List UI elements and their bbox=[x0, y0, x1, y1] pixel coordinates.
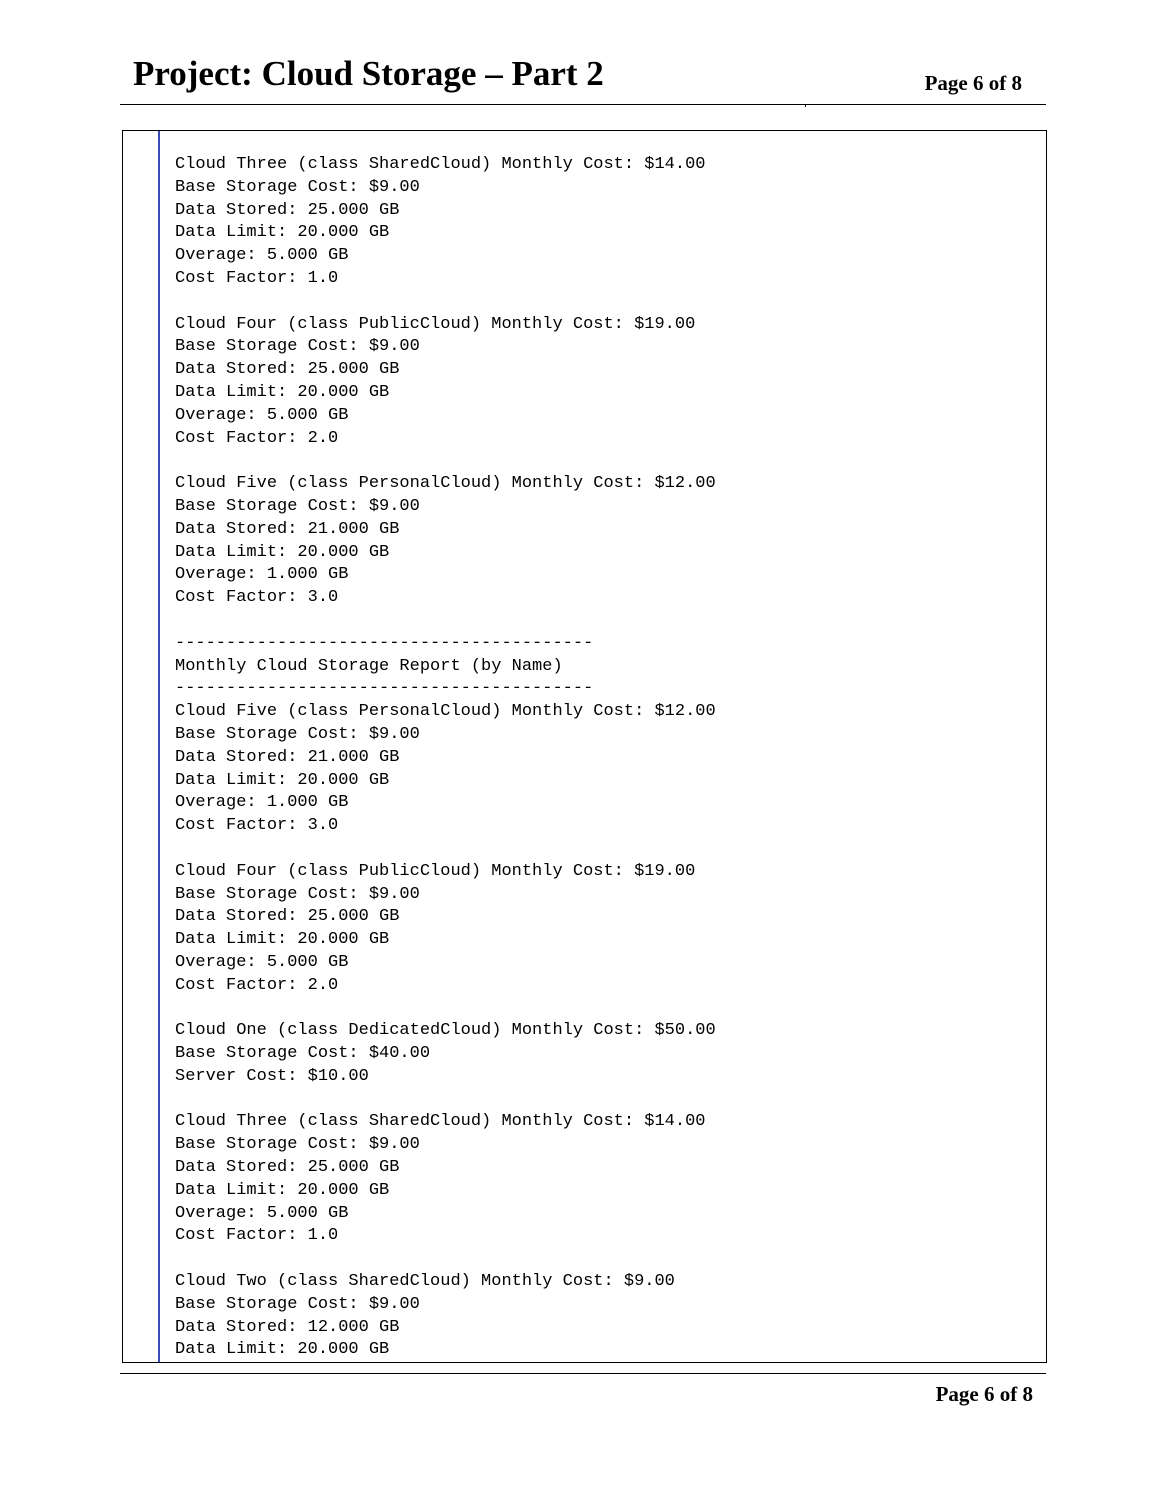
program-output-box bbox=[122, 130, 1047, 1363]
output-line: Cost Factor: 3.0 bbox=[175, 588, 339, 608]
output-line: ----------------------------------------- bbox=[175, 633, 594, 653]
output-line: Cloud Three (class SharedCloud) Monthly Cost: $14.00 bbox=[175, 155, 706, 174]
output-line bbox=[175, 1248, 716, 1271]
output-line: ----------------------------------------- bbox=[175, 679, 594, 699]
header-divider-tick bbox=[805, 104, 806, 107]
program-output-lines bbox=[175, 154, 716, 1362]
output-line: Cloud Four (class PublicCloud) Monthly Cost: $19.00 bbox=[175, 314, 696, 334]
output-line: Base Storage Cost: $9.00 bbox=[175, 337, 420, 357]
output-line: Overage: 5.000 GB bbox=[175, 405, 349, 425]
output-line: Data Limit: 20.000 GB bbox=[175, 1340, 390, 1360]
footer-page-number: Page 6 of 8 bbox=[935, 1382, 1033, 1406]
output-line bbox=[175, 450, 716, 473]
output-line: Cloud One (class DedicatedCloud) Monthly Cost: $50.00 bbox=[175, 1021, 716, 1041]
output-line: Data Limit: 20.000 GB bbox=[175, 770, 390, 790]
output-line: Monthly Cloud Storage Report (by Name) bbox=[175, 656, 563, 676]
output-line: Data Limit: 20.000 GB bbox=[175, 223, 390, 243]
output-line: Base Storage Cost: $9.00 bbox=[175, 177, 420, 197]
page-title: Project: Cloud Storage – Part 2 bbox=[133, 54, 604, 93]
output-line: Base Storage Cost: $9.00 bbox=[175, 496, 420, 516]
output-line: Base Storage Cost: $9.00 bbox=[175, 884, 420, 904]
output-line: Data Stored: 21.000 GB bbox=[175, 747, 400, 767]
output-line: Data Limit: 20.000 GB bbox=[175, 930, 390, 950]
output-line: Cloud Five (class PersonalCloud) Monthly Cost: $12.00 bbox=[175, 702, 716, 722]
header-page-number: Page 6 of 8 bbox=[924, 71, 1022, 95]
output-line: Overage: 5.000 GB bbox=[175, 246, 349, 266]
code-gutter-line bbox=[158, 131, 160, 1362]
output-line: Base Storage Cost: $9.00 bbox=[175, 724, 420, 744]
output-line: Cost Factor: 1.0 bbox=[175, 268, 339, 288]
output-line: Data Stored: 25.000 GB bbox=[175, 907, 400, 927]
output-line: Cost Factor: 2.0 bbox=[175, 975, 339, 995]
output-line: Base Storage Cost: $9.00 bbox=[175, 1294, 420, 1314]
output-line bbox=[175, 291, 716, 314]
header-divider bbox=[120, 104, 1046, 105]
output-line: Data Stored: 25.000 GB bbox=[175, 360, 400, 380]
output-line: Overage: 1.000 GB bbox=[175, 793, 349, 813]
output-line bbox=[175, 997, 716, 1020]
output-line: Cost Factor: 2.0 bbox=[175, 428, 339, 448]
output-line: Overage: 5.000 GB bbox=[175, 1203, 349, 1223]
output-line bbox=[175, 610, 716, 633]
output-line: Base Storage Cost: $9.00 bbox=[175, 1135, 420, 1155]
output-line: Overage: 5.000 GB bbox=[175, 952, 349, 972]
output-line bbox=[175, 1089, 716, 1112]
output-line: Data Limit: 20.000 GB bbox=[175, 1180, 390, 1200]
output-line: Cloud Five (class PersonalCloud) Monthly Cost: $12.00 bbox=[175, 474, 716, 494]
output-line: Cloud Three (class SharedCloud) Monthly Cost: $14.00 bbox=[175, 1112, 706, 1132]
output-line: Overage: 1.000 GB bbox=[175, 565, 349, 585]
output-line: Data Limit: 20.000 GB bbox=[175, 542, 390, 562]
output-line: Cloud Four (class PublicCloud) Monthly Cost: $19.00 bbox=[175, 861, 696, 881]
footer-divider bbox=[120, 1373, 1046, 1374]
output-line: Data Stored: 12.000 GB bbox=[175, 1317, 400, 1337]
output-line: Data Stored: 25.000 GB bbox=[175, 1158, 400, 1178]
output-line: Cloud Two (class SharedCloud) Monthly Cost: $9.00 bbox=[175, 1272, 675, 1292]
output-line: Cost Factor: 1.0 bbox=[175, 1226, 339, 1246]
output-line: Cost Factor: 3.0 bbox=[175, 816, 339, 836]
output-line: Base Storage Cost: $40.00 bbox=[175, 1044, 431, 1064]
output-line: Data Stored: 21.000 GB bbox=[175, 519, 400, 539]
output-line: Data Stored: 25.000 GB bbox=[175, 200, 400, 220]
output-line: Server Cost: $10.00 bbox=[175, 1066, 369, 1086]
output-line bbox=[175, 838, 716, 861]
output-line: Data Limit: 20.000 GB bbox=[175, 382, 390, 402]
